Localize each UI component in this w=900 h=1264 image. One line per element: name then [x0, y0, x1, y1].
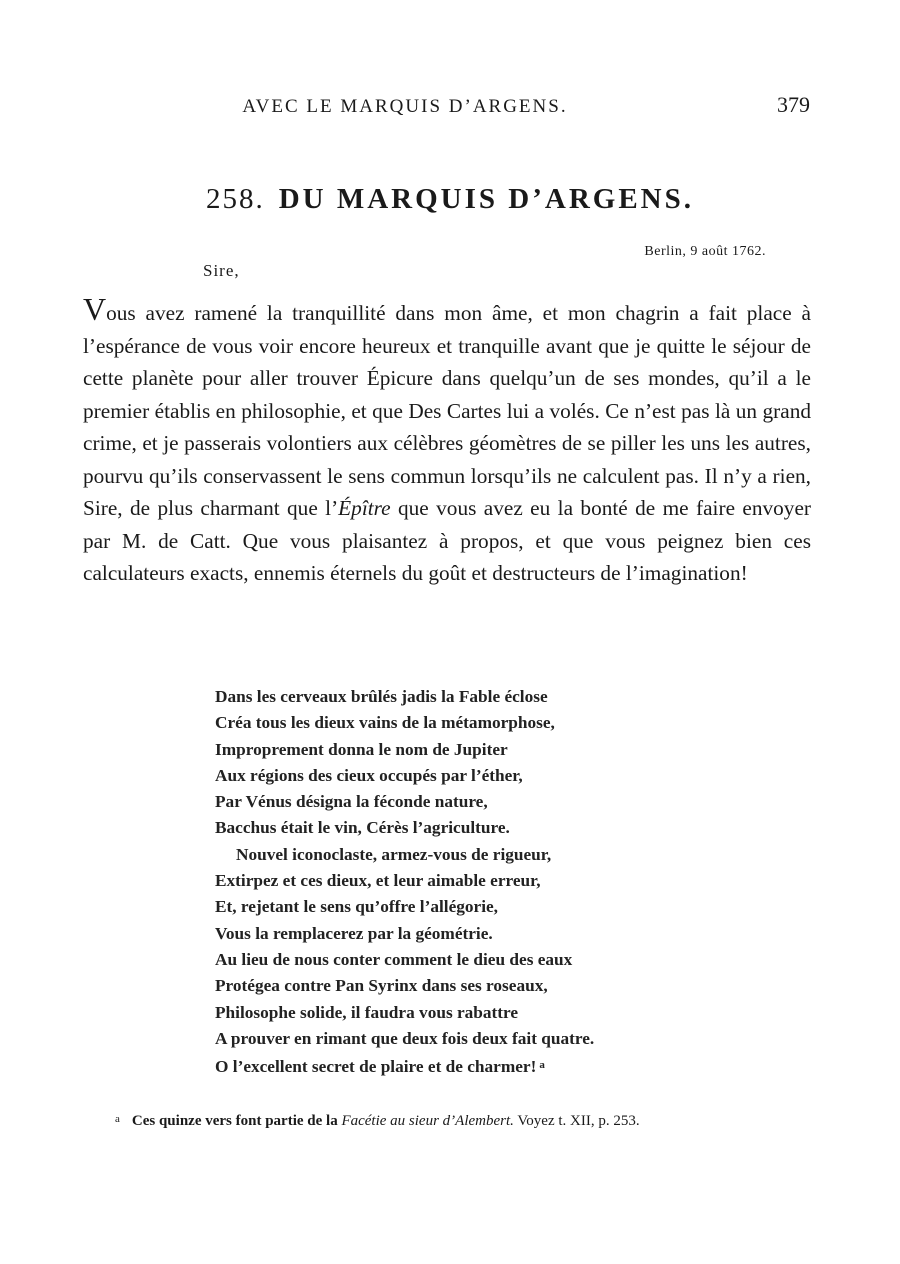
footnote-text: Ces quinze vers font partie de la: [131, 1113, 342, 1129]
verse-line-text: O l’excellent secret de plaire et de charmer!: [215, 1057, 537, 1077]
verse-block: [215, 684, 594, 1080]
verse-line: Au lieu de nous conter comment le dieu des eaux: [215, 949, 573, 969]
letter-body: [83, 291, 812, 590]
verse-line: Vous la remplacerez par la géométrie.: [215, 923, 493, 943]
footnote: [115, 1113, 640, 1130]
verse-line-last: [215, 1052, 594, 1080]
footnote-mark: a: [115, 1113, 120, 1125]
footnote-reference-text: Voyez t. XII, p. 253.: [513, 1113, 640, 1129]
verse-line: Philosophe solide, il faudra vous rabattre: [215, 1002, 519, 1022]
page-number: 379: [777, 92, 810, 117]
verse-line: Dans les cerveaux brûlés jadis la Fable éclose: [215, 687, 548, 706]
running-title: AVEC LE MARQUIS D’ARGENS.: [242, 96, 568, 117]
verse-line: A prouver en rimant que deux fois deux fait quatre.: [215, 1028, 595, 1048]
verse-line: Improprement donna le nom de Jupiter: [215, 739, 508, 759]
footnote-reference: a: [539, 1059, 545, 1072]
verse-line: Aux régions des cieux occupés par l’éther,: [215, 765, 523, 785]
verse-line: Nouvel iconoclaste, armez-vous de rigueur,: [236, 844, 552, 864]
body-text-part-1: ous avez ramené la tranquillité dans mon âme, et mon chagrin a fait place à l’espérance de vous voir encore heureux et tranquille avant que je quitte le séjour de cette planète pour aller trouver Épicure dans quelqu’un de ses mondes, qu’il a le premier établis en philosophie, et que Des Cartes lui a volés. Ce n’est pas là un grand crime, et je passerais volontiers aux célèbres géomètres de se piller les uns les autres, pourvu qu’ils conservassent le sens commun lorsqu’ils ne calculent pas. Il n’y a rien, Sire, de plus charmant que l’: [83, 301, 811, 520]
epitre-italic: Épître: [338, 496, 391, 520]
letter-number: 258.: [205, 183, 265, 215]
drop-cap: V: [83, 291, 107, 327]
verse-line: Et, rejetant le sens qu’offre l’allégorie,: [215, 897, 498, 917]
salutation: Sire,: [203, 261, 240, 280]
dateline: Berlin, 9 août 1762.: [644, 244, 766, 259]
body-text-part-2: que vous avez eu la bonté de me faire envoyer par M. de Catt. Que vous plaisantez à propos, et que vous peignez bien ces calculateurs exacts, ennemis éternels du goût et destructeurs de l’imagination!: [83, 496, 812, 585]
verse-line: Par Vénus désigna la féconde nature,: [215, 792, 488, 812]
letter-title: DU MARQUIS D’ARGENS.: [278, 183, 694, 215]
footnote-italic: Facétie au sieur d’Alembert.: [341, 1113, 514, 1129]
verse-line: Extirpez et ces dieux, et leur aimable erreur,: [215, 871, 541, 891]
letter-heading: [0, 183, 900, 216]
verse-line: Créa tous les dieux vains de la métamorphose,: [215, 713, 555, 733]
running-head: [80, 92, 810, 122]
verse-line: Protégea contre Pan Syrinx dans ses roseaux,: [215, 976, 548, 996]
verse-line: Bacchus était le vin, Cérès l’agriculture.: [215, 818, 510, 838]
